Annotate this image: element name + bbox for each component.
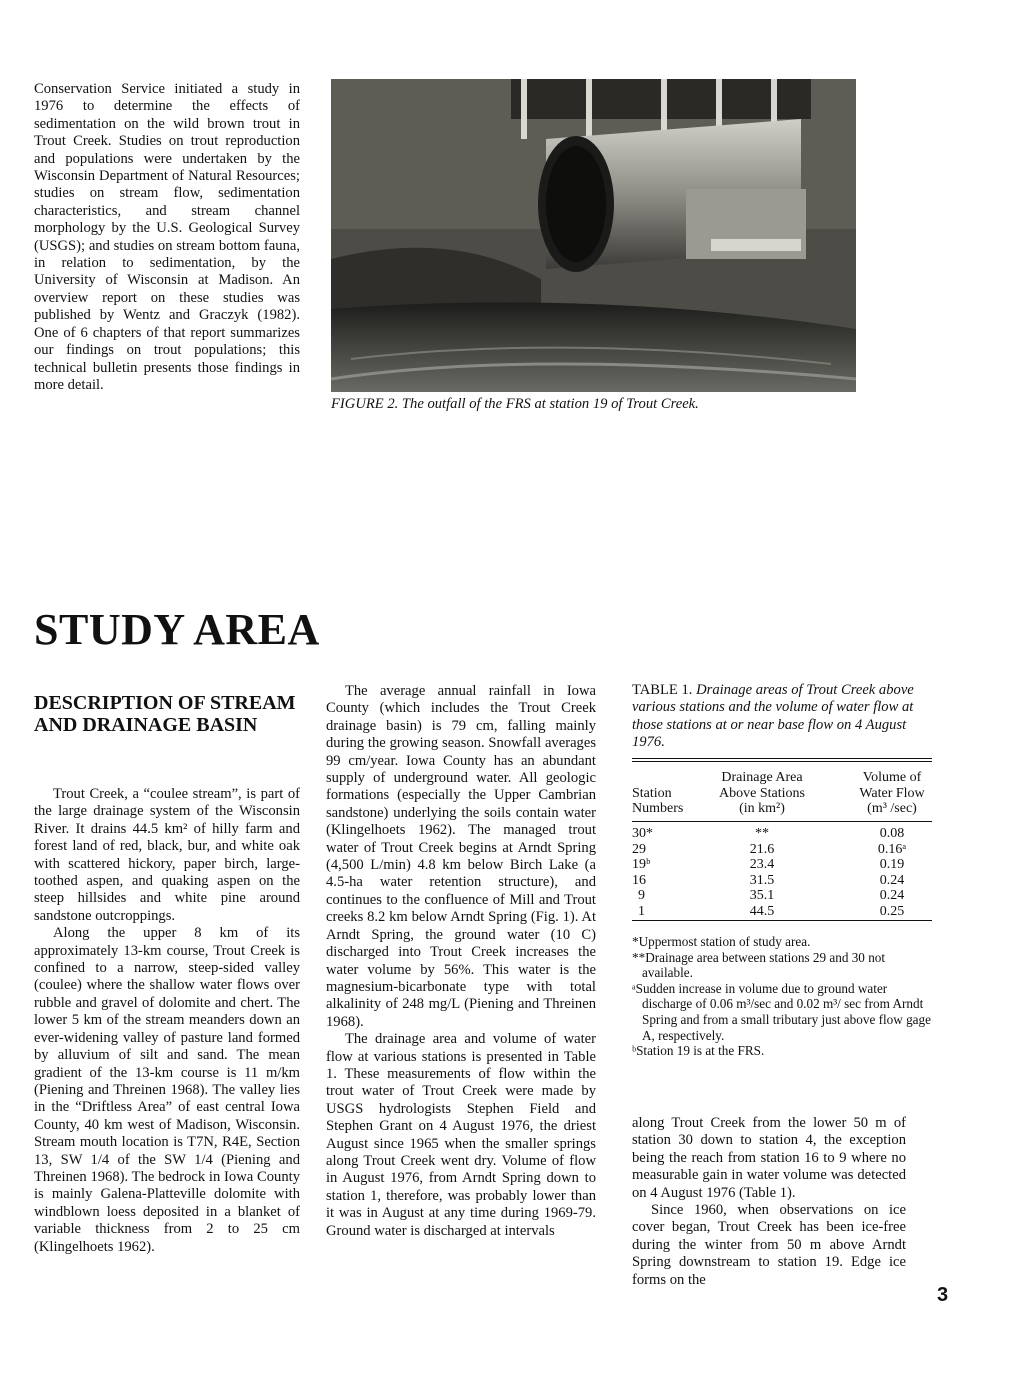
table-body (632, 826, 932, 919)
table-row (632, 857, 932, 873)
subsection-heading: DESCRIPTION OF STREAM AND DRAINAGE BASIN (34, 692, 296, 736)
column-3-paragraph-1: along Trout Creek from the lower 50 m of station 30 down to station 4, the exception being the reach from station 16 to 9 where no measurable gain in water volume was detected on 4 August 1976 (Table 1). (632, 1115, 906, 1201)
cell-station: 16 (632, 872, 646, 888)
table-header-rule (632, 821, 932, 822)
column-3-paragraph-2: Since 1960, when observations on ice cover began, Trout Creek has been ice-free during the winter from 50 m above Arndt Spring downstream to station 19. Edge ice forms on the (632, 1202, 906, 1288)
table-row (632, 873, 932, 889)
cell-flow: 0.24 (879, 888, 905, 903)
header-area-line-1: Drainage Area (721, 770, 803, 785)
header-area-line-2: Above Stations (719, 785, 805, 801)
cell-station: 29 (632, 841, 646, 857)
table-top-rule (632, 758, 932, 759)
header-flow-line-3: (m³ /sec) (867, 801, 917, 816)
intro-paragraph (34, 81, 300, 394)
cell-flow: 0.19 (879, 857, 905, 872)
header-station-line-2: Numbers (632, 801, 684, 816)
column-1-paragraph-2: Along the upper 8 km of its approximately 13-km course, Trout Creek is confined to a narrow, steep-sided valley (coulee) where the shallow water flows over rubble and gravel of dolomite and chert. The lower 5 km of the stream meanders down an ever-widening valley of pasture land formed by alluvium of silt and sand. The mean gradient of the 13-km course is 11 m/km (Piening and Threinen 1968). The valley lies in the “Driftless Area” of east central Iowa County, 40 km west of Madison, Wisconsin. Stream mouth location is T7N, R4E, Section 13, SW 1/4 of the SW 1/4 (Piening and Threinen 1968). The bedrock in Iowa County is mainly Galena-Platteville dolomite with windblown loess deposited in a blanket of variable thickness from 2 to 25 cm (Klingelhoets 1962). (34, 925, 300, 1255)
column-2-paragraph-2: The drainage area and volume of water flow at various stations is presented in Table 1. These measurements of flow within the trout water of Trout Creek were made by USGS hydrologists Stephen Field and Stephen Grant on 4 August 1976, the driest August since 1965 when the smaller springs along Trout Creek went dry. Volume of flow in August 1976, from Arndt Spring down to station 1, therefore, was probably lower than it was in August at any time during 1969-79. Ground water is discharged at intervals (326, 1031, 596, 1239)
column-1-paragraph-1: Trout Creek, a “coulee stream”, is part of the large drainage system of the Wisconsin River. It drains 44.5 km² of hilly farm and forest land of red, black, bur, and white oak with scattered hickory, paper birch, large-toothed aspen, and quaking aspen on the steep hillsides and white pine around sandstone outcroppings. (34, 786, 300, 924)
column-2-body (326, 683, 596, 1240)
footnote-3: ᵃSudden increase in volume due to ground water discharge of 0.06 m³/sec and 0.02 m³/ sec from Arndt Spring and from a small tributary just above flow gage A, respectively. (632, 980, 931, 1043)
figure-caption: FIGURE 2. The outfall of the FRS at station 19 of Trout Creek. (331, 396, 699, 412)
cell-area: 23.4 (749, 857, 775, 872)
cell-area: 21.6 (749, 841, 775, 857)
table-caption: Drainage areas of Trout Creek above various stations and the volume of water flow at those stations at or near base flow on 4 August 1976. (632, 682, 914, 751)
cell-area: 31.5 (749, 872, 775, 888)
table-row (632, 904, 932, 920)
column-1-body (34, 786, 300, 1256)
footnote-4: ᵇStation 19 is at the FRS. (632, 1043, 765, 1059)
table-bottom-rule (632, 920, 932, 921)
table-label: TABLE 1. (632, 682, 693, 698)
outfall-photo (331, 79, 856, 392)
header-area-line-3: (in km²) (739, 801, 785, 816)
page-number: 3 (937, 1284, 949, 1306)
header-station-line-1: Station (632, 785, 672, 801)
table-header (632, 770, 932, 817)
cell-area: 44.5 (749, 903, 775, 919)
cell-station: 19ᵇ (632, 857, 651, 872)
outfall-photo-graphic (331, 79, 856, 392)
cell-flow: 0.08 (879, 826, 905, 841)
cell-station: 9 (638, 888, 645, 903)
header-flow-line-1: Volume of (862, 770, 922, 785)
table-footnotes (632, 934, 932, 1059)
column-2-paragraph-1: The average annual rainfall in Iowa County (which includes the Trout Creek drainage basin) is 79 cm, falling mainly during the growing season. Snowfall averages 99 cm/year. Iowa County has an abundant supply of underground water. All geologic formations (especially the Upper Cambrian sandstone) underlying the soils contain water (Klingelhoets 1962). The managed trout water of Trout Creek begins at Arndt Spring (4,500 L/min) 4.8 km below Birch Lake (a 4.5-ha water retention structure), and continues to the confluence of Mill and Trout creeks 8.2 km below Arndt Spring (Fig. 1). At Arndt Spring, the ground water (10 C) discharged into Trout Creek increases the water volume by 56%. This water is the magnesium-bicarbonate type with total alkalinity of 248 mg/L (Piening and Threinen 1968). (326, 683, 596, 1030)
table-row (632, 826, 932, 842)
table-title (632, 682, 932, 752)
cell-flow: 0.16ᵃ (877, 841, 907, 857)
table-row (632, 842, 932, 858)
cell-station: 1 (638, 903, 645, 919)
table-top-rule-2 (632, 761, 932, 762)
column-3-body (632, 1115, 906, 1289)
section-title: STUDY AREA (34, 605, 320, 654)
cell-flow: 0.25 (879, 903, 905, 919)
header-flow-line-2: Water Flow (859, 785, 925, 801)
intro-text: Conservation Service initiated a study in 1976 to determine the effects of sedimentation on the wild brown trout in Trout Creek. Studies on trout reproduction and populations were undertaken by the Wisconsin Department of Natural Resources; studies on stream flow, sedimentation characteristics, and stream channel morphology by the U.S. Geological Survey (USGS); and studies on stream bottom fauna, in relation to sedimentation, by the University of Wisconsin at Madison. An overview report on these studies was published by Wentz and Graczyk (1982). One of 6 chapters of that report summarizes our findings on trout populations; this technical bulletin presents those findings in more detail. (34, 81, 300, 393)
cell-flow: 0.24 (879, 872, 905, 888)
cell-station: 30* (632, 826, 653, 841)
footnote-1: *Uppermost station of study area. (632, 934, 811, 949)
cell-area: ** (755, 826, 769, 841)
table-row (632, 888, 932, 904)
cell-area: 35.1 (749, 888, 775, 903)
footnote-2: **Drainage area between stations 29 and 30 not available. (632, 949, 886, 981)
